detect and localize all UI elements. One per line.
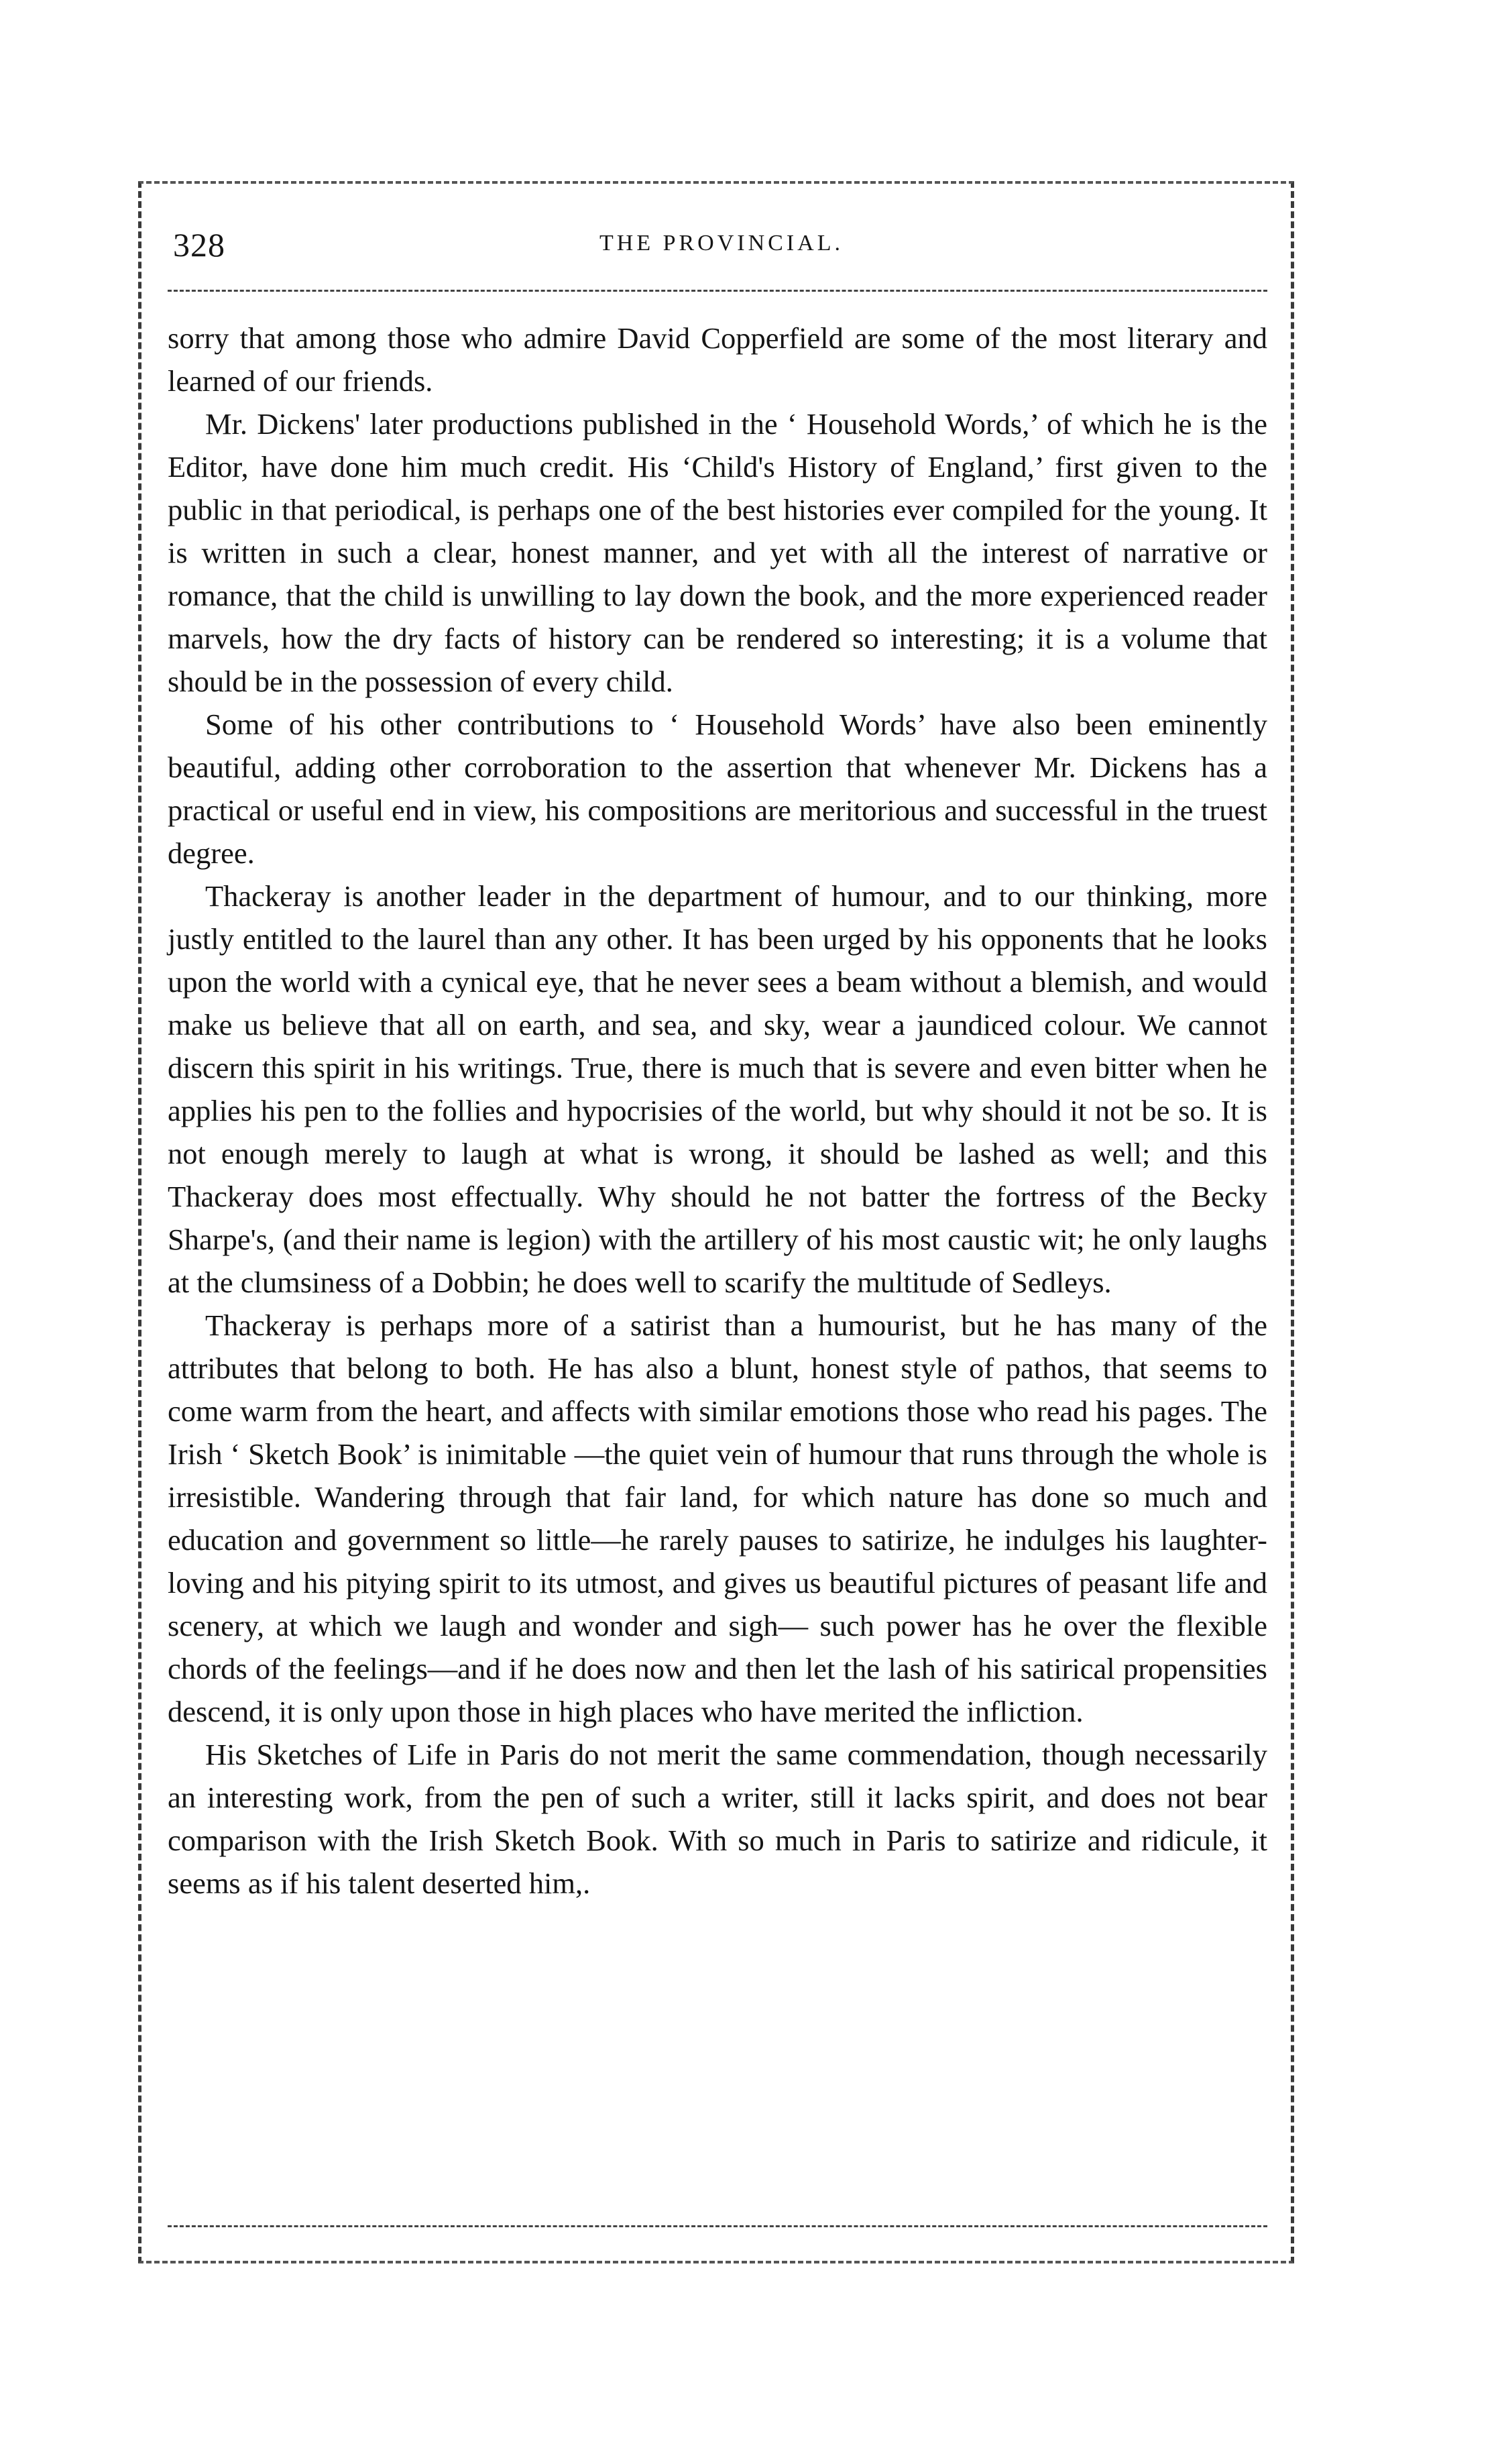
paragraph: Mr. Dickens' later productions published in the ‘ Household Words,’ of which he is the Editor, have done him much credit. His ‘Child's History of England,’ first given to the public in that periodical, is perhaps one of the best histories ever compiled for the young. It is written in such a clear, honest manner, and yet with all the interest of narrative or romance, that the child is unwilling to lay down the book, and the more experienced reader marvels, how the dry facts of history can be rendered so interesting; it is a volume that should be in the possession of every child. [168,407,1267,698]
paragraph: sorry that among those who admire David Copperfield are some of the most literary and learned of our friends. [168,321,1267,398]
article-body [168,317,1267,1905]
paragraph: His Sketches of Life in Paris do not merit the same commendation, though necessarily an interesting work, from the pen of such a writer, still it lacks spirit, and does not bear comparison with the Irish Sketch Book. With so much in Paris to satirize and ridicule, it seems as if his talent deserted him,. [168,1738,1267,1900]
running-title: THE PROVINCIAL. [599,231,844,256]
paragraph: Thackeray is another leader in the department of humour, and to our thinking, more justly entitled to the laurel than any other. It has been urged by his opponents that he looks upon the world with a cynical eye, that he never sees a beam without a blemish, and would make us believe that all on earth, and sea, and sky, wear a jaundiced colour. We cannot discern this spirit in his writings. True, there is much that is severe and even bitter when he applies his pen to the follies and hypocrisies of the world, but why should it not be so. It is not enough merely to laugh at what is wrong, it should be lashed as well; and this Thackeray does most effectually. Why should he not batter the fortress of the Becky Sharpe's, (and their name is legion) with the artillery of his most caustic wit; he only laughs at the clumsiness of a Dobbin; he does well to scarify the multitude of Sedleys. [168,879,1267,1299]
header-rule [168,290,1267,292]
paragraph: Thackeray is perhaps more of a satirist than a humourist, but he has many of the attributes that belong to both. He has also a blunt, honest style of pathos, that seems to come warm from the heart, and affects with similar emotions those who read his pages. The Irish ‘ Sketch Book’ is inimitable —the quiet vein of humour that runs through the whole is irresistible. Wandering through that fair land, for which nature has done so much and education and government so little—he rarely pauses to satirize, he indulges his laughter-loving and his pitying spirit to its utmost, and gives us beautiful pictures of peasant life and scenery, at which we laugh and wonder and sigh— such power has he over the flexible chords of the feelings—and if he does now and then let the lash of his satirical propensities descend, it is only upon those in high places who have merited the infliction. [168,1308,1267,1728]
page-header [173,225,1270,279]
page-number: 328 [173,226,225,264]
paragraph: Some of his other contributions to ‘ Household Words’ have also been eminently beautiful, adding other corroboration to the assertion that whenever Mr. Dickens has a practical or useful end in view, his compositions are meritorious and successful in the truest degree. [168,708,1267,870]
footer-rule [168,2225,1267,2227]
